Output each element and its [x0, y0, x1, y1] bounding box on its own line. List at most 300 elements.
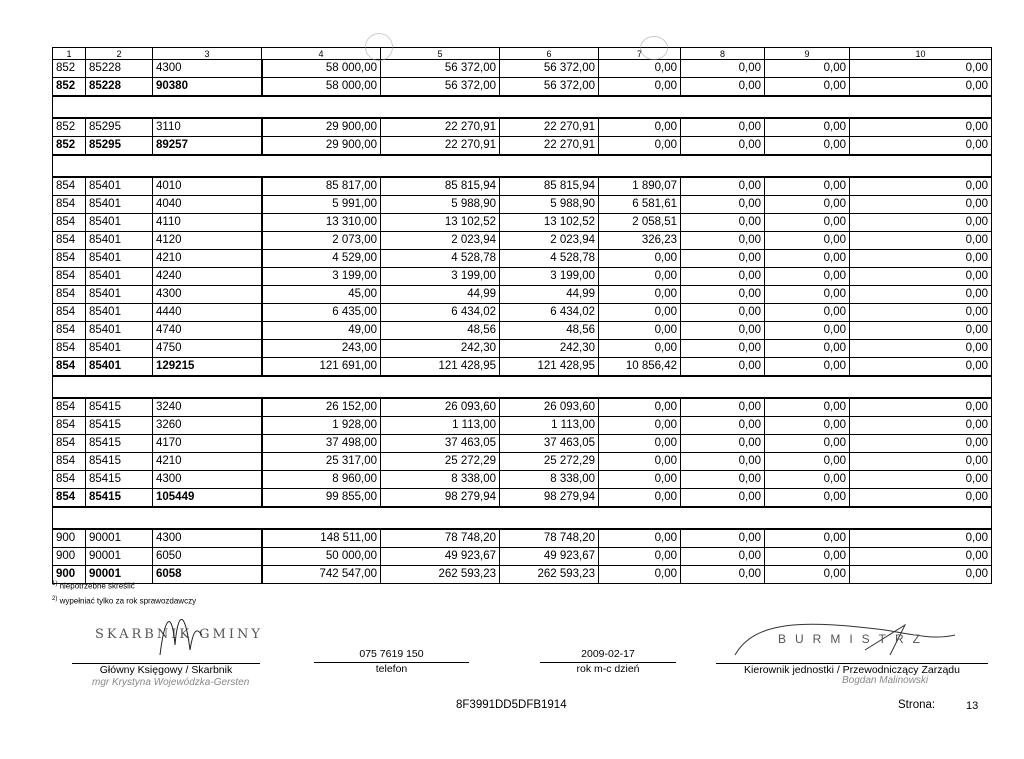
group-separator — [53, 376, 992, 398]
footnote-2-mark: 2) — [52, 595, 58, 602]
table-cell: 0,00 — [765, 453, 850, 471]
table-row — [53, 60, 992, 78]
table-cell: 85228 — [86, 60, 153, 78]
table-cell: 85401 — [86, 286, 153, 304]
table-cell: 3260 — [153, 417, 262, 435]
table-cell: 900 — [53, 529, 86, 548]
table-cell: 854 — [53, 398, 86, 417]
table-cell: 58 000,00 — [262, 60, 381, 78]
table-cell: 4300 — [153, 529, 262, 548]
table-cell: 25 272,29 — [381, 453, 500, 471]
budget-table — [52, 47, 992, 584]
footnotes — [52, 578, 196, 607]
table-cell: 6 434,02 — [381, 304, 500, 322]
head-label: Kierownik jednostki / Przewodniczący Zarządu — [744, 664, 960, 676]
table-cell: 13 310,00 — [262, 214, 381, 232]
footnote-1-mark: 1) — [52, 581, 58, 587]
table-cell: 85 815,94 — [500, 177, 599, 196]
table-cell: 0,00 — [850, 232, 992, 250]
accountant-label: Główny Księgowy / Skarbnik — [99, 664, 233, 676]
table-cell: 98 279,94 — [381, 489, 500, 508]
table-cell: 0,00 — [681, 471, 765, 489]
table-cell: 58 000,00 — [262, 78, 381, 97]
table-cell: 854 — [53, 286, 86, 304]
separator-cell — [53, 376, 992, 398]
table-cell: 3240 — [153, 398, 262, 417]
table-cell: 90001 — [86, 548, 153, 566]
table-cell: 0,00 — [765, 196, 850, 214]
table-cell: 0,00 — [850, 196, 992, 214]
table-cell: 0,00 — [681, 489, 765, 508]
date-block — [540, 648, 676, 675]
table-cell: 22 270,91 — [381, 118, 500, 137]
table-cell: 0,00 — [765, 489, 850, 508]
table-cell: 99 855,00 — [262, 489, 381, 508]
table-row — [53, 214, 992, 232]
table-cell: 121 691,00 — [262, 358, 381, 377]
table-cell: 0,00 — [599, 529, 681, 548]
table-cell: 0,00 — [599, 471, 681, 489]
table-cell: 0,00 — [850, 137, 992, 156]
page-number: 13 — [966, 700, 979, 712]
table-cell: 148 511,00 — [262, 529, 381, 548]
table-row — [53, 304, 992, 322]
table-cell: 0,00 — [599, 137, 681, 156]
table-cell: 243,00 — [262, 340, 381, 358]
table-cell: 0,00 — [850, 548, 992, 566]
table-cell: 0,00 — [765, 214, 850, 232]
table-cell: 85415 — [86, 417, 153, 435]
table-cell: 4210 — [153, 250, 262, 268]
table-cell: 121 428,95 — [381, 358, 500, 377]
table-cell: 0,00 — [599, 489, 681, 508]
table-cell: 0,00 — [681, 196, 765, 214]
table-cell: 0,00 — [850, 453, 992, 471]
table-cell: 0,00 — [765, 268, 850, 286]
table-cell: 0,00 — [599, 78, 681, 97]
column-header: 10 — [850, 48, 992, 60]
column-header: 3 — [153, 48, 262, 60]
table-cell: 0,00 — [681, 322, 765, 340]
table-cell: 854 — [53, 471, 86, 489]
table-cell: 22 270,91 — [500, 137, 599, 156]
table-row — [53, 286, 992, 304]
hologram-seal-left — [365, 33, 393, 61]
table-cell: 0,00 — [765, 358, 850, 377]
table-cell: 26 093,60 — [500, 398, 599, 417]
table-cell: 0,00 — [850, 250, 992, 268]
table-cell: 0,00 — [599, 268, 681, 286]
table-row — [53, 232, 992, 250]
page-label: Strona: — [898, 699, 936, 711]
table-cell: 121 428,95 — [500, 358, 599, 377]
table-cell: 0,00 — [850, 398, 992, 417]
table-cell: 78 748,20 — [500, 529, 599, 548]
table-cell: 6058 — [153, 566, 262, 584]
table-cell: 854 — [53, 340, 86, 358]
table-cell: 5 991,00 — [262, 196, 381, 214]
table-cell: 4240 — [153, 268, 262, 286]
table-cell: 0,00 — [599, 340, 681, 358]
table-cell: 13 102,52 — [381, 214, 500, 232]
table-cell: 0,00 — [850, 471, 992, 489]
table-cell: 854 — [53, 304, 86, 322]
table-cell: 0,00 — [681, 250, 765, 268]
table-cell: 90001 — [86, 529, 153, 548]
table-cell: 0,00 — [681, 435, 765, 453]
table-cell: 37 463,05 — [381, 435, 500, 453]
table-cell: 0,00 — [765, 250, 850, 268]
table-cell: 0,00 — [681, 268, 765, 286]
table-row — [53, 529, 992, 548]
table-cell: 85401 — [86, 177, 153, 196]
column-header: 7 — [599, 48, 681, 60]
table-cell: 4010 — [153, 177, 262, 196]
table-cell: 854 — [53, 177, 86, 196]
table-cell: 262 593,23 — [500, 566, 599, 584]
table-cell: 0,00 — [765, 232, 850, 250]
table-cell: 1 113,00 — [500, 417, 599, 435]
table-cell: 854 — [53, 322, 86, 340]
table-cell: 3 199,00 — [262, 268, 381, 286]
total-row — [53, 358, 992, 377]
table-cell: 0,00 — [765, 435, 850, 453]
accountant-name: mgr Krystyna Wojewódzka-Gersten — [92, 677, 250, 688]
table-cell: 0,00 — [765, 137, 850, 156]
table-cell: 85401 — [86, 340, 153, 358]
table-cell: 0,00 — [850, 322, 992, 340]
table-cell: 0,00 — [765, 304, 850, 322]
table-cell: 90001 — [86, 566, 153, 584]
table-cell: 0,00 — [765, 60, 850, 78]
table-cell: 242,30 — [500, 340, 599, 358]
table-cell: 49 923,67 — [381, 548, 500, 566]
table-cell: 8 960,00 — [262, 471, 381, 489]
table-cell: 1 890,07 — [599, 177, 681, 196]
table-cell: 10 856,42 — [599, 358, 681, 377]
table-cell: 85415 — [86, 471, 153, 489]
table-cell: 25 272,29 — [500, 453, 599, 471]
table-cell: 0,00 — [681, 417, 765, 435]
table-cell: 854 — [53, 435, 86, 453]
table-row — [53, 417, 992, 435]
total-row — [53, 489, 992, 508]
table-cell: 4040 — [153, 196, 262, 214]
table-cell: 0,00 — [599, 548, 681, 566]
table-cell: 85295 — [86, 118, 153, 137]
table-cell: 129215 — [153, 358, 262, 377]
table-row — [53, 118, 992, 137]
table-cell: 0,00 — [681, 118, 765, 137]
table-cell: 44,99 — [500, 286, 599, 304]
table-cell: 2 023,94 — [381, 232, 500, 250]
table-cell: 0,00 — [681, 529, 765, 548]
table-cell: 0,00 — [850, 358, 992, 377]
table-row — [53, 453, 992, 471]
table-cell: 242,30 — [381, 340, 500, 358]
table-cell: 0,00 — [850, 177, 992, 196]
head-name: Bogdan Malinowski — [842, 675, 929, 686]
table-cell: 854 — [53, 214, 86, 232]
table-cell: 26 152,00 — [262, 398, 381, 417]
table-cell: 4750 — [153, 340, 262, 358]
table-cell: 4300 — [153, 286, 262, 304]
table-cell: 0,00 — [765, 177, 850, 196]
table-cell: 49 923,67 — [500, 548, 599, 566]
table-row — [53, 196, 992, 214]
table-cell: 85401 — [86, 304, 153, 322]
date-label: rok m-c dzień — [576, 663, 640, 675]
table-cell: 0,00 — [681, 60, 765, 78]
table-cell: 0,00 — [681, 453, 765, 471]
table-cell: 852 — [53, 78, 86, 97]
table-cell: 4740 — [153, 322, 262, 340]
accountant-block — [72, 663, 260, 676]
table-cell: 0,00 — [765, 417, 850, 435]
document-hash: 8F3991DD5DFB1914 — [456, 699, 567, 711]
table-cell: 0,00 — [765, 340, 850, 358]
table-cell: 0,00 — [765, 471, 850, 489]
table-cell: 90380 — [153, 78, 262, 97]
table-cell: 48,56 — [381, 322, 500, 340]
table-cell: 78 748,20 — [381, 529, 500, 548]
table-cell: 37 463,05 — [500, 435, 599, 453]
table-cell: 6 434,02 — [500, 304, 599, 322]
table-cell: 0,00 — [850, 340, 992, 358]
phone-label: telefon — [375, 663, 408, 675]
table-cell: 0,00 — [765, 286, 850, 304]
table-cell: 22 270,91 — [500, 118, 599, 137]
table-cell: 85415 — [86, 453, 153, 471]
table-cell: 854 — [53, 417, 86, 435]
column-header: 8 — [681, 48, 765, 60]
table-cell: 0,00 — [765, 322, 850, 340]
table-cell: 37 498,00 — [262, 435, 381, 453]
table-row — [53, 340, 992, 358]
table-cell: 4300 — [153, 60, 262, 78]
table-cell: 1 113,00 — [381, 417, 500, 435]
table-cell: 900 — [53, 548, 86, 566]
table-cell: 6 581,61 — [599, 196, 681, 214]
table-cell: 6 435,00 — [262, 304, 381, 322]
table-cell: 0,00 — [850, 118, 992, 137]
table-cell: 48,56 — [500, 322, 599, 340]
table-cell: 3 199,00 — [381, 268, 500, 286]
table-cell: 85415 — [86, 398, 153, 417]
table-cell: 852 — [53, 137, 86, 156]
table-cell: 85401 — [86, 250, 153, 268]
column-header: 1 — [53, 48, 86, 60]
total-row — [53, 137, 992, 156]
table-cell: 0,00 — [681, 286, 765, 304]
table-cell: 85401 — [86, 214, 153, 232]
total-row — [53, 78, 992, 97]
table-cell: 0,00 — [850, 566, 992, 584]
table-cell: 0,00 — [681, 78, 765, 97]
table-cell: 85 817,00 — [262, 177, 381, 196]
accountant-signature — [150, 605, 210, 665]
table-cell: 0,00 — [599, 322, 681, 340]
head-stamp: BURMISTRZ — [778, 632, 929, 646]
table-cell: 13 102,52 — [500, 214, 599, 232]
table-cell: 0,00 — [850, 60, 992, 78]
table-cell: 0,00 — [681, 566, 765, 584]
table-cell: 0,00 — [850, 529, 992, 548]
table-cell: 4 528,78 — [500, 250, 599, 268]
table-cell: 49,00 — [262, 322, 381, 340]
table-cell: 3110 — [153, 118, 262, 137]
table-cell: 4110 — [153, 214, 262, 232]
table-cell: 0,00 — [765, 566, 850, 584]
table-cell: 0,00 — [765, 78, 850, 97]
table-cell: 85 815,94 — [381, 177, 500, 196]
table-row — [53, 435, 992, 453]
phone-value: 075 7619 150 — [359, 648, 424, 660]
table-cell: 0,00 — [599, 118, 681, 137]
table-cell: 854 — [53, 358, 86, 377]
table-cell: 4120 — [153, 232, 262, 250]
table-cell: 0,00 — [850, 304, 992, 322]
table-cell: 0,00 — [681, 214, 765, 232]
group-separator — [53, 96, 992, 118]
table-cell: 0,00 — [850, 417, 992, 435]
table-cell: 26 093,60 — [381, 398, 500, 417]
accountant-stamp: SKARBNIK GMINY — [95, 627, 263, 642]
table-cell: 0,00 — [765, 118, 850, 137]
table-row — [53, 250, 992, 268]
table-cell: 44,99 — [381, 286, 500, 304]
table-cell: 2 073,00 — [262, 232, 381, 250]
table-cell: 85401 — [86, 268, 153, 286]
table-cell: 98 279,94 — [500, 489, 599, 508]
table-cell: 89257 — [153, 137, 262, 156]
table-cell: 900 — [53, 566, 86, 584]
table-cell: 85401 — [86, 196, 153, 214]
table-cell: 22 270,91 — [381, 137, 500, 156]
table-cell: 0,00 — [765, 548, 850, 566]
table-cell: 4210 — [153, 453, 262, 471]
footnote-2: wypełniać tylko za rok sprawozdawczy — [59, 596, 197, 606]
column-header: 9 — [765, 48, 850, 60]
table-cell: 5 988,90 — [500, 196, 599, 214]
column-header: 2 — [86, 48, 153, 60]
table-cell: 56 372,00 — [500, 78, 599, 97]
group-separator — [53, 155, 992, 177]
table-cell: 56 372,00 — [381, 60, 500, 78]
table-cell: 854 — [53, 250, 86, 268]
separator-cell — [53, 155, 992, 177]
table-cell: 0,00 — [599, 566, 681, 584]
table-cell: 0,00 — [681, 137, 765, 156]
table-cell: 85295 — [86, 137, 153, 156]
table-cell: 105449 — [153, 489, 262, 508]
table-cell: 85401 — [86, 322, 153, 340]
table-cell: 854 — [53, 453, 86, 471]
table-row — [53, 398, 992, 417]
table-cell: 854 — [53, 268, 86, 286]
table-cell: 56 372,00 — [381, 78, 500, 97]
report-sheet — [52, 47, 992, 584]
table-cell: 29 900,00 — [262, 137, 381, 156]
table-cell: 25 317,00 — [262, 453, 381, 471]
footnote-1: niepotrzebne skreślić — [59, 581, 135, 591]
column-header: 6 — [500, 48, 599, 60]
table-cell: 0,00 — [599, 60, 681, 78]
table-cell: 1 928,00 — [262, 417, 381, 435]
table-row — [53, 322, 992, 340]
table-cell: 4 529,00 — [262, 250, 381, 268]
table-cell: 6050 — [153, 548, 262, 566]
table-cell: 0,00 — [850, 268, 992, 286]
table-cell: 0,00 — [850, 286, 992, 304]
date-value: 2009-02-17 — [581, 648, 635, 660]
table-cell: 8 338,00 — [381, 471, 500, 489]
table-cell: 852 — [53, 60, 86, 78]
table-cell: 326,23 — [599, 232, 681, 250]
column-header: 4 — [262, 48, 381, 60]
table-cell: 50 000,00 — [262, 548, 381, 566]
table-cell: 4 528,78 — [381, 250, 500, 268]
phone-block — [314, 648, 469, 675]
table-cell: 85228 — [86, 78, 153, 97]
table-cell: 0,00 — [850, 214, 992, 232]
table-cell: 56 372,00 — [500, 60, 599, 78]
table-cell: 0,00 — [599, 398, 681, 417]
table-cell: 0,00 — [599, 435, 681, 453]
column-header: 5 — [381, 48, 500, 60]
table-cell: 852 — [53, 118, 86, 137]
table-row — [53, 177, 992, 196]
table-cell: 45,00 — [262, 286, 381, 304]
table-row — [53, 548, 992, 566]
table-cell: 0,00 — [681, 304, 765, 322]
table-cell: 0,00 — [681, 232, 765, 250]
header-row — [53, 48, 992, 60]
table-cell: 0,00 — [850, 489, 992, 508]
table-cell: 85415 — [86, 489, 153, 508]
table-cell: 0,00 — [681, 358, 765, 377]
table-cell: 0,00 — [681, 177, 765, 196]
table-cell: 0,00 — [599, 250, 681, 268]
table-cell: 0,00 — [681, 340, 765, 358]
table-cell: 0,00 — [681, 548, 765, 566]
table-cell: 4300 — [153, 471, 262, 489]
table-row — [53, 268, 992, 286]
table-cell: 8 338,00 — [500, 471, 599, 489]
separator-cell — [53, 507, 992, 529]
table-cell: 85401 — [86, 358, 153, 377]
hologram-seal-right — [640, 36, 668, 60]
table-cell: 4440 — [153, 304, 262, 322]
table-cell: 0,00 — [765, 398, 850, 417]
group-separator — [53, 507, 992, 529]
table-cell: 5 988,90 — [381, 196, 500, 214]
table-cell: 0,00 — [599, 417, 681, 435]
table-cell: 85415 — [86, 435, 153, 453]
table-cell: 2 058,51 — [599, 214, 681, 232]
table-cell: 0,00 — [850, 435, 992, 453]
table-cell: 85401 — [86, 232, 153, 250]
separator-cell — [53, 96, 992, 118]
table-cell: 0,00 — [850, 78, 992, 97]
table-cell: 0,00 — [599, 453, 681, 471]
table-cell: 854 — [53, 489, 86, 508]
table-cell: 854 — [53, 232, 86, 250]
table-cell: 29 900,00 — [262, 118, 381, 137]
table-cell: 742 547,00 — [262, 566, 381, 584]
table-cell: 2 023,94 — [500, 232, 599, 250]
table-cell: 854 — [53, 196, 86, 214]
